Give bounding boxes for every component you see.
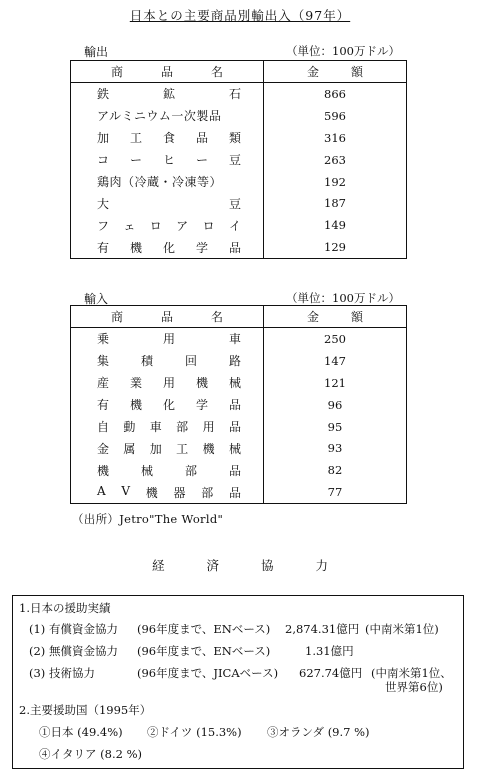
aid-item3-label: (3) 技術協力 — [29, 666, 95, 680]
exports-row — [71, 105, 407, 127]
aid-section2-title: 2.主要援助国（1995年） — [19, 703, 152, 717]
imports-item-name-text: 有 機 化 学 品 — [97, 398, 241, 413]
aid-item3-period: (96年度まで、JICAベース) — [137, 666, 279, 680]
exports-header-amount: 金 額 — [264, 61, 407, 83]
exports-item-value: 149 — [324, 218, 346, 233]
exports-row — [71, 214, 407, 236]
aid-box — [12, 595, 464, 769]
exports-item-value: 263 — [324, 152, 346, 167]
exports-item-name-text: 加 工 食 品 類 — [97, 131, 241, 146]
imports-item-value: 95 — [327, 419, 343, 434]
imports-item-name-text: A V 機 器 部 品 — [97, 483, 241, 500]
exports-item-name-text: コ ー ヒ ー 豆 — [97, 153, 241, 168]
imports-item-name — [71, 372, 264, 394]
imports-row — [71, 328, 407, 350]
imports-row — [71, 372, 407, 394]
imports-item-name-text: 乗 用 車 — [97, 332, 241, 347]
exports-row — [71, 171, 407, 193]
imports-item-value: 93 — [327, 441, 343, 456]
exports-item-value: 129 — [324, 240, 346, 255]
exports-item-value: 866 — [324, 86, 346, 101]
exports-item-name — [71, 127, 264, 149]
imports-row — [71, 437, 407, 459]
imports-header-name: 商 品 名 — [71, 306, 264, 328]
exports-header-row — [71, 61, 407, 83]
imports-unit: （単位：100万ドル） — [286, 291, 400, 305]
imports-item-value: 250 — [324, 331, 346, 346]
donor-3: ③オランダ (9.7 %) — [267, 725, 370, 739]
aid-item3-note2: 世界第6位) — [385, 680, 443, 694]
exports-item-name — [71, 236, 264, 258]
exports-item-value: 316 — [324, 130, 346, 145]
page-title — [0, 6, 480, 24]
imports-item-name-text: 集 積 回 路 — [97, 354, 241, 369]
aid-item1-period: (96年度まで、ENベース) — [137, 622, 271, 636]
imports-row — [71, 459, 407, 481]
aid-item2-label: (2) 無償資金協力 — [29, 644, 118, 658]
exports-item-name-text: 鉄 鉱 石 — [97, 87, 241, 102]
exports-item-value: 192 — [324, 174, 346, 189]
imports-item-name — [71, 416, 264, 438]
exports-table — [70, 60, 407, 259]
aid-item2-period: (96年度まで、ENベース) — [137, 644, 271, 658]
aid-item3-amount: 627.74億円 — [299, 666, 363, 680]
imports-item-name — [71, 459, 264, 481]
aid-section1-title: 1.日本の援助実績 — [19, 601, 111, 615]
imports-item-name-text: 金 属 加 工 機 械 — [97, 441, 241, 456]
aid-item1-amount: 2,874.31億円 — [285, 622, 360, 636]
exports-item-name — [71, 105, 264, 127]
imports-header-row — [71, 306, 407, 328]
aid-item1-note: (中南米第1位) — [365, 622, 439, 636]
donor-4: ④イタリア (8.2 %) — [39, 747, 142, 761]
exports-item-name-text: 有 機 化 学 品 — [97, 240, 241, 255]
donor-2: ②ドイツ (15.3%) — [147, 725, 242, 739]
imports-row — [71, 481, 407, 503]
aid-item2-amount: 1.31億円 — [305, 644, 354, 658]
exports-row — [71, 83, 407, 105]
imports-row — [71, 416, 407, 438]
exports-row — [71, 192, 407, 214]
imports-item-name — [71, 437, 264, 459]
imports-item-value: 82 — [327, 463, 343, 478]
exports-item-name — [71, 83, 264, 105]
imports-row — [71, 350, 407, 372]
imports-table — [70, 305, 407, 504]
source-note: （出所）Jetro"The World" — [72, 512, 224, 526]
exports-item-name — [71, 171, 264, 193]
exports-label: 輸出 — [84, 45, 109, 59]
imports-item-name — [71, 328, 264, 350]
exports-item-value: 596 — [324, 108, 346, 123]
imports-item-value: 121 — [324, 375, 346, 390]
exports-unit: （単位：100万ドル） — [286, 44, 400, 58]
imports-header-amount: 金 額 — [264, 306, 407, 328]
exports-item-name-text: アルミニウム一次製品 — [97, 109, 222, 124]
exports-item-name-text: フ ェ ロ ア ロ イ — [97, 218, 241, 233]
exports-item-name-text: 鶏肉（冷蔵・冷凍等） — [97, 175, 223, 189]
exports-row — [71, 149, 407, 171]
imports-label: 輸入 — [84, 292, 109, 306]
imports-item-value: 147 — [324, 353, 346, 368]
cooperation-title: 経 済 協 力 — [151, 558, 329, 573]
imports-item-name-text: 産 業 用 機 械 — [97, 376, 241, 391]
exports-item-value: 187 — [324, 196, 346, 211]
aid-item3-note: (中南米第1位、 — [371, 666, 452, 680]
imports-item-value: 96 — [327, 397, 343, 412]
exports-item-name-text: 大 豆 — [97, 196, 241, 211]
imports-item-name — [71, 350, 264, 372]
imports-row — [71, 394, 407, 416]
exports-row — [71, 236, 407, 258]
imports-item-name — [71, 481, 264, 503]
page-title-text: 日本との主要商品別輸出入（97年） — [129, 8, 351, 23]
exports-item-name — [71, 149, 264, 171]
exports-header-name: 商 品 名 — [71, 61, 264, 83]
exports-item-name — [71, 214, 264, 236]
aid-item1-label: (1) 有償資金協力 — [29, 622, 118, 636]
exports-row — [71, 127, 407, 149]
imports-item-value: 77 — [327, 485, 343, 500]
exports-item-name — [71, 192, 264, 214]
imports-item-name-text: 機 械 部 品 — [97, 463, 241, 478]
imports-item-name-text: 自 動 車 部 用 品 — [97, 420, 241, 434]
imports-item-name — [71, 394, 264, 416]
donor-1: ①日本 (49.4%) — [39, 725, 123, 739]
